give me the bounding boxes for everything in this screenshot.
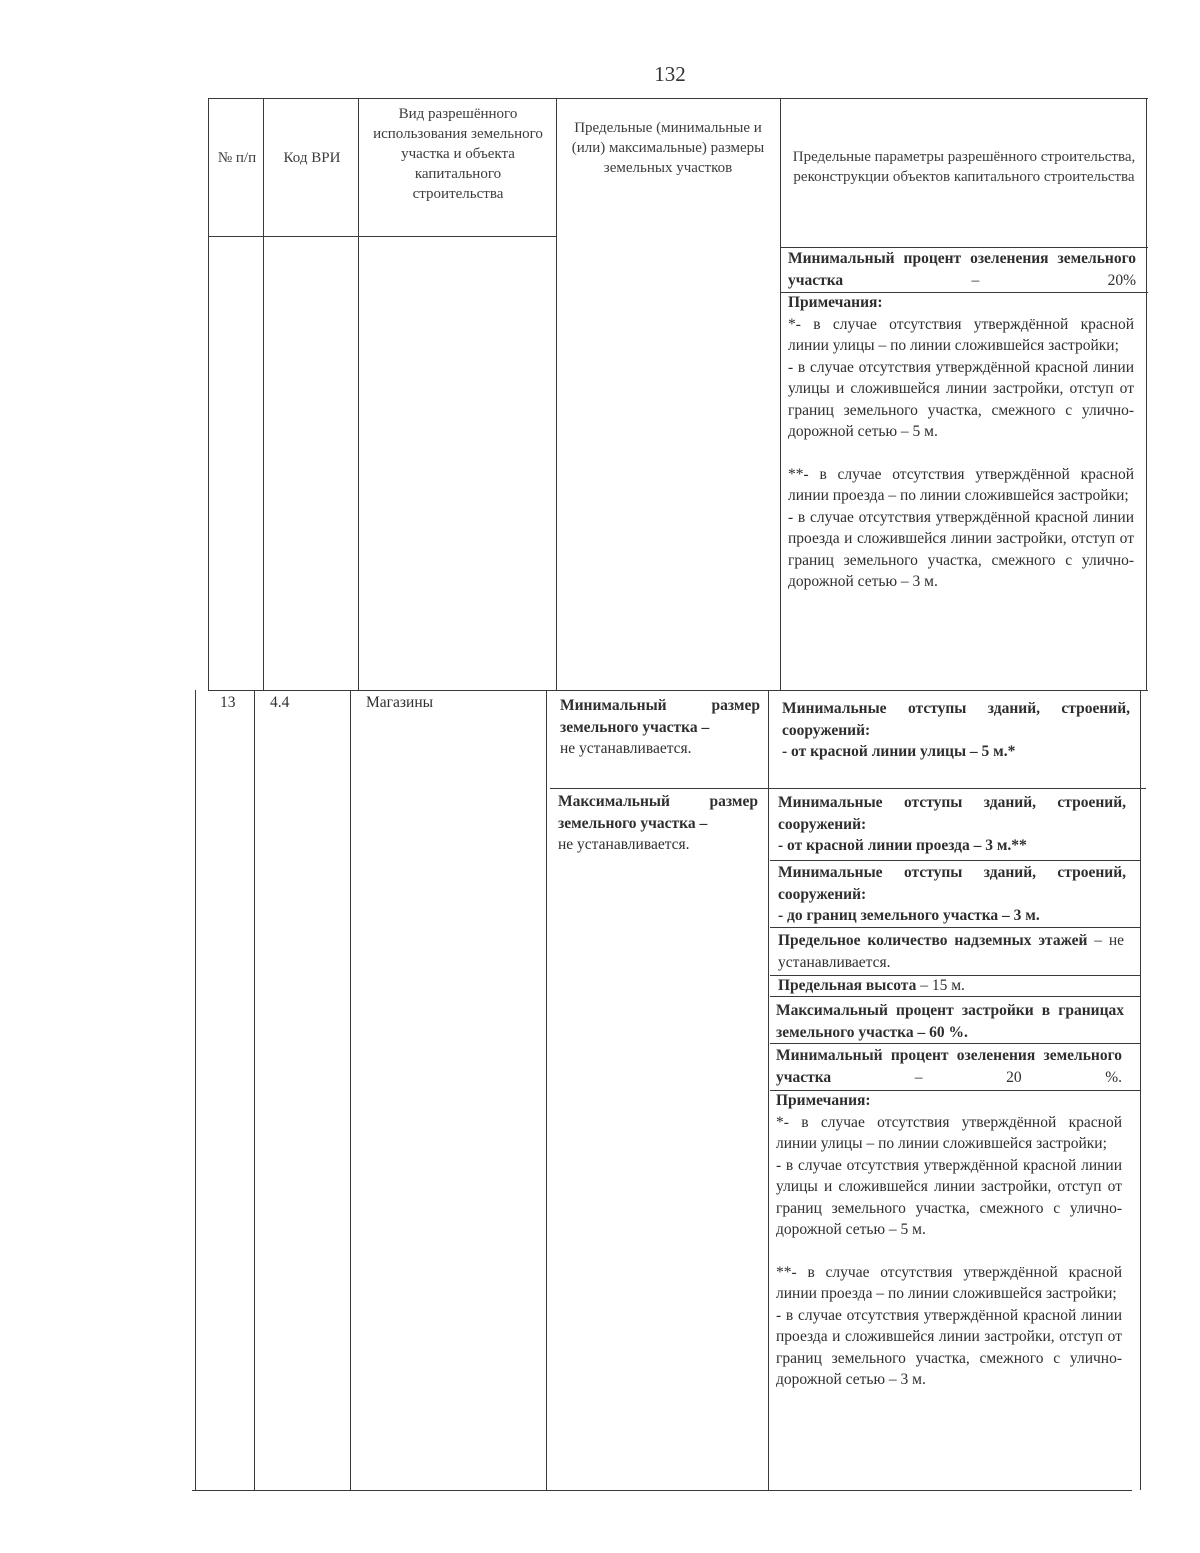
p7-title: Минимальный процент озеленения земельного участка — [776, 1047, 1122, 1086]
p5-value: – 15 м. — [920, 977, 965, 994]
prev-notes-title: Примечания: — [788, 294, 883, 311]
note-1: *- в случае отсутствия утверждённой красной линии улицы – по линии сложившейся застройки; — [776, 1113, 1122, 1152]
row13-code: 4.4 — [270, 694, 290, 711]
param-floors — [778, 930, 1124, 973]
p2-title: Минимальные отступы зданий, строений, сооружений: — [778, 794, 1126, 833]
prev-note-1: *- в случае отсутствия утверждённой красной линии улицы – по линии сложившейся застройки; — [788, 315, 1134, 354]
prev-green-cell — [788, 248, 1136, 291]
page-number: 132 — [654, 62, 686, 86]
p3-title: Минимальные отступы зданий, строений, сооружений: — [778, 864, 1126, 903]
prev-notes — [788, 292, 1134, 593]
header-code: Код ВРИ — [283, 150, 341, 166]
prev-green-title: Минимальный процент озеленения земельного участка — [788, 250, 1136, 289]
prev-note-2: - в случае отсутствия утверждённой красной линии улицы и сложившейся линии застройки, отступ от границ земельного участка, смежного с улично-дорожной сетью – 5 м. — [788, 358, 1134, 440]
param-setback-street — [782, 698, 1130, 763]
prev-note-4: - в случае отсутствия утверждённой красной линии проезда и сложившейся линии застройки, отступ от границ земельного участка, смежного с улично-дорожной сетью – 3 м. — [788, 508, 1134, 590]
p4-title: Предельное количество надземных этажей — [778, 932, 1088, 949]
header-type: Вид разрешённого использования земельного участка и объекта капитального строительства — [373, 106, 543, 202]
param-green — [776, 1045, 1122, 1088]
row13-num: 13 — [220, 694, 236, 711]
note-4: - в случае отсутствия утверждённой красной линии проезда и сложившейся линии застройки, отступ от границ земельного участка, смежного с улично-дорожной сетью – 3 м. — [776, 1306, 1122, 1388]
p3-value: - до границ земельного участка – 3 м. — [778, 907, 1040, 924]
header-num: № п/п — [217, 150, 257, 166]
max-size-value: не устанавливается. — [558, 836, 690, 853]
param-height — [778, 975, 1124, 997]
p7-value: – 20 %. — [914, 1068, 1122, 1086]
row13-min-size — [560, 695, 760, 760]
header-params: Предельные параметры разрешённого строительства, реконструкции объектов капитального строительства — [792, 149, 1136, 185]
min-size-title: Минимальный размер земельного участка – — [560, 697, 760, 736]
param-setback-passage — [778, 792, 1126, 857]
p4-value: – не устанавливается. — [778, 932, 1124, 971]
note-3: **- в случае отсутствия утверждённой красной линии проезда – по линии сложившейся застройки; — [776, 1263, 1122, 1302]
header-sizes: Предельные (минимальные и (или) максимальные) размеры земельных участков — [571, 120, 765, 176]
min-size-value: не устанавливается. — [560, 740, 692, 757]
prev-green-value: – 20% — [971, 271, 1136, 289]
param-setback-border — [778, 862, 1126, 927]
p2-value: - от красной линии проезда – 3 м.** — [778, 837, 1027, 854]
prev-note-3: **- в случае отсутствия утверждённой красной линии проезда – по линии сложившейся застройки; — [788, 465, 1134, 504]
p1-value: - от красной линии улицы – 5 м.* — [782, 743, 1016, 760]
note-2: - в случае отсутствия утверждённой красной линии улицы и сложившейся линии застройки, отступ от границ земельного участка, смежного с улично-дорожной сетью – 5 м. — [776, 1156, 1122, 1238]
row13-max-size — [558, 791, 758, 856]
row13-notes — [776, 1090, 1122, 1391]
row13-type: Магазины — [366, 694, 434, 711]
max-size-title: Максимальный размер земельного участка – — [558, 793, 758, 832]
p1-title: Минимальные отступы зданий, строений, сооружений: — [782, 700, 1130, 739]
notes-title: Примечания: — [776, 1092, 871, 1109]
param-max-build: Максимальный процент застройки в границах земельного участка – 60 %. — [776, 1002, 1124, 1041]
p5-title: Предельная высота — [778, 977, 917, 994]
